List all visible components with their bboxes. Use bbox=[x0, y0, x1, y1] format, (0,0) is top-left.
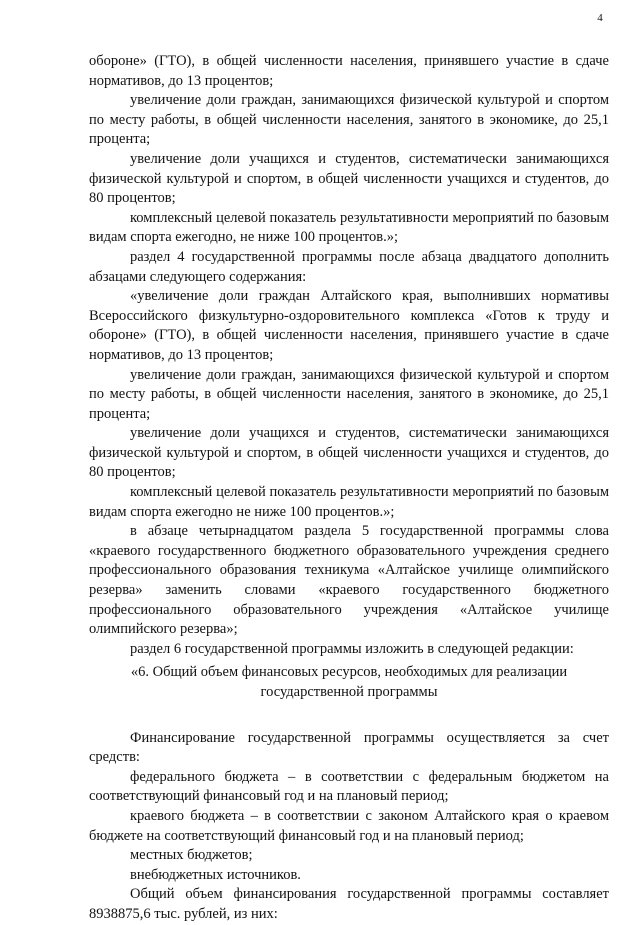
paragraphs-after-heading bbox=[89, 729, 609, 925]
paragraph: «увеличение доли граждан Алтайского края, выполнивших нормативы Всероссийского физкультурно-оздоровительного комплекса «Готов к труду и обороне» (ГТО), в общей численности населения, принявшего участие в сдаче нормативов, до 13 процентов; bbox=[89, 288, 609, 363]
paragraph: увеличение доли учащихся и студентов, систематически занимающихся физической культурой и спортом, в общей численности учащихся и студентов, до 80 процентов; bbox=[89, 425, 609, 481]
paragraph: Общий объем финансирования государственной программы составляет 8938875,6 тыс. рублей, из них: bbox=[89, 886, 609, 922]
paragraph: краевого бюджета – в соответствии с законом Алтайского края о краевом бюджете на соответствующий финансовый год и на плановый период; bbox=[89, 807, 609, 844]
paragraph: комплексный целевой показатель результативности мероприятий по базовым видам спорта ежегодно, не ниже 100 процентов.»; bbox=[89, 209, 609, 246]
paragraph: Финансирование государственной программы осуществляется за счет средств: bbox=[89, 729, 609, 766]
page-number: 4 bbox=[597, 12, 603, 24]
paragraph: комплексный целевой показатель результативности мероприятий по базовым видам спорта ежегодно не ниже 100 процентов.»; bbox=[89, 484, 609, 520]
paragraph: внебюджетных источников. bbox=[130, 866, 301, 883]
paragraph: раздел 6 государственной программы изложить в следующей редакции: bbox=[130, 640, 574, 657]
spacer bbox=[89, 703, 609, 729]
paragraph: местных бюджетов; bbox=[130, 847, 253, 864]
paragraph: федерального бюджета – в соответствии с федеральным бюджетом на соответствующий финансовый год и на плановый период; bbox=[89, 768, 609, 805]
paragraph: увеличение доли граждан, занимающихся физической культурой и спортом по месту работы, в общей численности населения, занятого в экономике, до 25,1 процента; bbox=[89, 92, 609, 148]
paragraphs-before-heading bbox=[89, 52, 609, 659]
paragraph: раздел 4 государственной программы после абзаца двадцатого дополнить абзацами следующего содержания: bbox=[89, 248, 609, 285]
heading-line-1: «6. Общий объем финансовых ресурсов, необходимых для реализации bbox=[130, 664, 568, 681]
paragraph: в абзаце четырнадцатом раздела 5 государственной программы слова «краевого государственного бюджетного образовательного учреждения среднего профессионального образования техникума «Алтайское училище олимпийского резерва» заменить словами «краевого государственного бюджетного профессионального образовательного учреждения «Алтайское училище олимпийского резерва»; bbox=[89, 523, 609, 638]
document-body bbox=[89, 52, 609, 925]
paragraph: увеличение доли учащихся и студентов, систематически занимающихся физической культурой и спортом, в общей численности учащихся и студентов, до 80 процентов; bbox=[89, 150, 609, 207]
heading-line-2: государственной программы bbox=[260, 684, 438, 700]
section-heading bbox=[89, 663, 609, 702]
paragraph: обороне» (ГТО), в общей численности населения, принявшего участие в сдаче нормативов, до 13 процентов; bbox=[89, 53, 609, 89]
paragraph: увеличение доли граждан, занимающихся физической культурой и спортом по месту работы, в общей численности населения, занятого в экономике, до 25,1 процента; bbox=[89, 366, 609, 422]
